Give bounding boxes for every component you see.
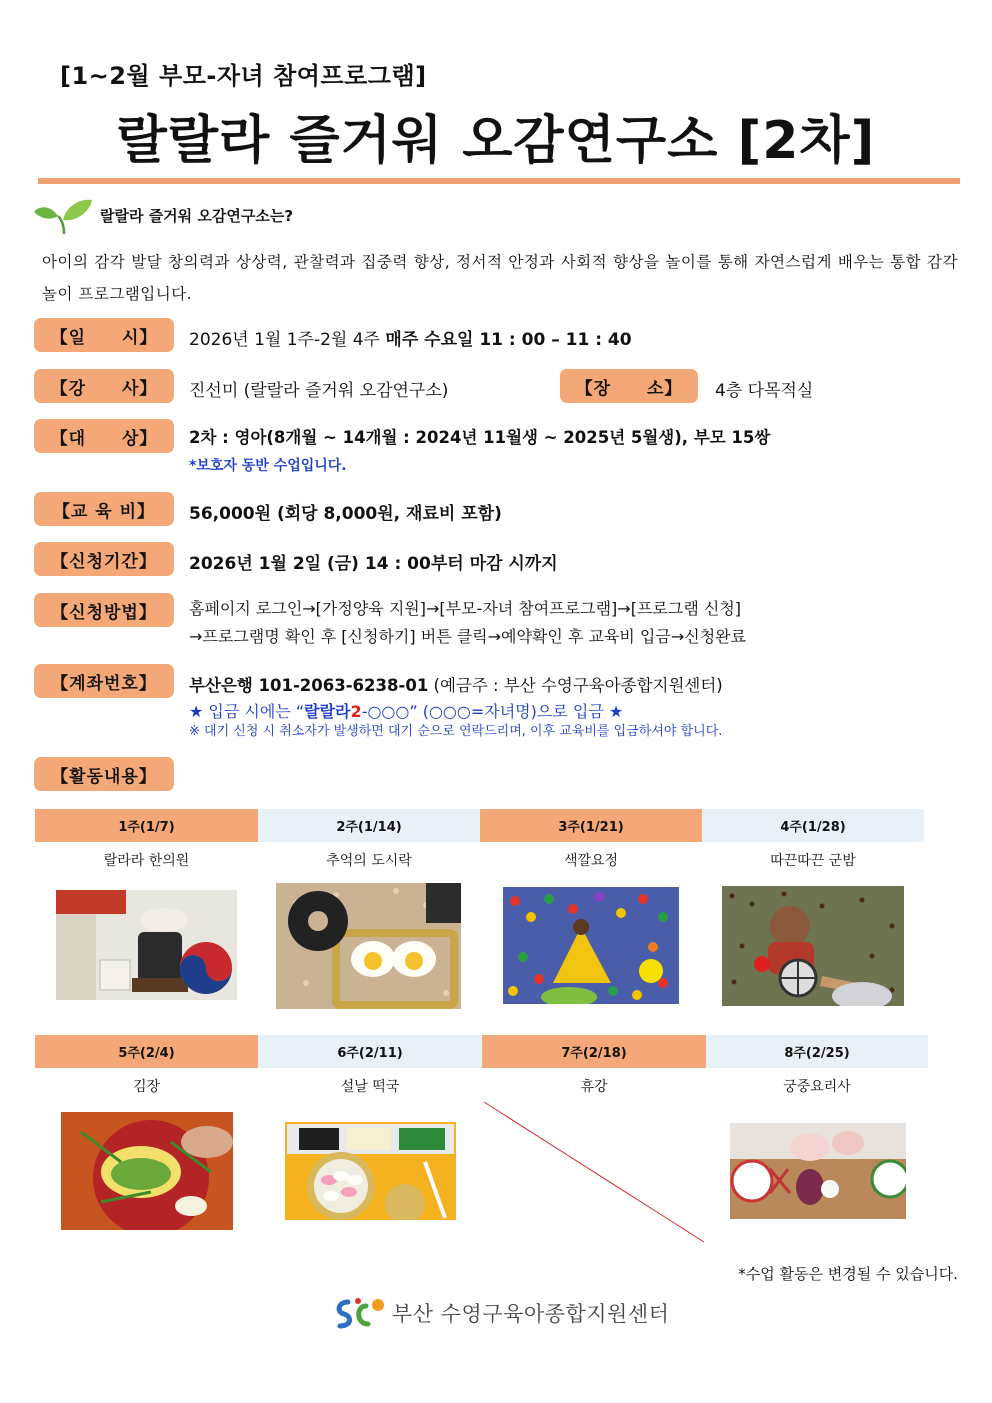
schedule-label: 【일 시】	[34, 318, 174, 352]
week-6-title: 설날 떡국	[340, 1079, 400, 1095]
tteokguk-play-photo	[285, 1122, 456, 1220]
center-name: 부산 수영구육아종합지원센터	[392, 1302, 670, 1326]
week-1-header: 1주(1/7)	[35, 809, 258, 842]
week-8-header: 8주(2/25)	[706, 1035, 928, 1068]
target-value: 2차 : 영아(8개월 ~ 14개월 : 2024년 11월생 ~ 2025년 5월생), 부모 15쌍	[189, 428, 771, 447]
lunchbox-play-photo	[276, 883, 461, 1009]
account-value	[189, 672, 723, 696]
intro-body: 아이의 감각 발달 창의력과 상상력, 관찰력과 집중력 향상, 정서적 안정과 사회적 향상을 놀이를 통해 자연스럽게 배우는 통합 감각 놀이 프로그램입니다.	[42, 253, 958, 303]
schedule-change-note: *수업 활동은 변경될 수 있습니다.	[738, 1265, 958, 1283]
deposit-instruction	[189, 699, 623, 722]
program-category: [1~2월 부모-자녀 참여프로그램]	[60, 62, 427, 90]
sprout-icon	[34, 196, 94, 236]
center-logo-icon	[334, 1296, 386, 1330]
target-label: 【대 상】	[34, 419, 174, 453]
roasted-chestnut-play-photo	[722, 886, 904, 1006]
week-2-header: 2주(1/14)	[258, 809, 480, 842]
week-8-title: 궁중요리사	[783, 1079, 851, 1095]
color-ball-play-photo	[503, 887, 679, 1004]
royal-cook-play-photo	[730, 1123, 906, 1219]
header-divider	[38, 178, 960, 184]
kimjang-play-photo	[61, 1112, 233, 1230]
week-7-title: 휴강	[580, 1079, 608, 1095]
week-5-title: 김장	[132, 1079, 161, 1095]
place-label: 【장 소】	[560, 369, 698, 403]
schedule-time: 매주 수요일 11 : 00 – 11 : 40	[385, 330, 632, 350]
instructor-label: 【강 사】	[34, 369, 174, 403]
deposit-suffix: -○○○” (○○○=자녀명)으로 입금 ★	[361, 702, 624, 721]
fee-label: 【교 육 비】	[34, 492, 174, 526]
deposit-name: 랄랄라	[304, 702, 351, 721]
week-3-header: 3주(1/21)	[480, 809, 702, 842]
period-label: 【신청기간】	[34, 542, 174, 576]
method-line-2: →프로그램명 확인 후 [신청하기] 버튼 클릭→예약확인 후 교육비 입금→신청완료	[189, 627, 747, 646]
intro-heading: 랄랄라 즐거워 오감연구소는?	[100, 207, 294, 225]
fee-value: 56,000원 (회당 8,000원, 재료비 포함)	[189, 504, 502, 524]
account-number: 부산은행 101-2063-6238-01	[189, 676, 429, 695]
week-1-title: 랄라라 한의원	[103, 853, 190, 869]
week-4-title: 따끈따끈 군밤	[770, 853, 856, 869]
schedule-value	[189, 325, 632, 350]
week-7-header: 7주(2/18)	[482, 1035, 706, 1068]
account-label: 【계좌번호】	[34, 664, 174, 698]
method-label: 【신청방법】	[34, 593, 174, 627]
deposit-prefix: ★ 입금 시에는 “	[189, 702, 305, 721]
deposit-number: 2	[350, 702, 362, 721]
week-5-header: 5주(2/4)	[35, 1035, 258, 1068]
week-6-header: 6주(2/11)	[258, 1035, 482, 1068]
method-line-1: 홈페이지 로그인→[가정양육 지원]→[부모-자녀 참여프로그램]→[프로그램 신청]	[189, 599, 742, 618]
week-3-title: 색깔요정	[563, 853, 619, 869]
period-value: 2026년 1월 2일 (금) 14 : 00부터 마감 시까지	[189, 554, 558, 574]
cancelled-class-slash	[482, 1100, 706, 1244]
waitlist-note: ※ 대기 신청 시 취소자가 발생하면 대기 순으로 연락드리며, 이후 교육비를 입금하셔야 합니다.	[189, 724, 723, 739]
instructor-value: 진선미 (랄랄라 즐거워 오감연구소)	[189, 381, 449, 401]
account-holder: (예금주 : 부산 수영구육아종합지원센터)	[428, 676, 723, 695]
activities-label: 【활동내용】	[34, 757, 174, 791]
target-note: *보호자 동반 수업입니다.	[189, 458, 347, 474]
center-logo	[334, 1296, 669, 1330]
page-title: 랄랄라 즐거워 오감연구소 [2차]	[116, 111, 876, 171]
hanbang-play-photo	[56, 890, 237, 1000]
schedule-date: 2026년 1월 1주-2월 4주	[189, 330, 386, 350]
week-2-title: 추억의 도시락	[326, 853, 412, 869]
week-4-header: 4주(1/28)	[702, 809, 924, 842]
place-value: 4층 다목적실	[715, 381, 814, 401]
